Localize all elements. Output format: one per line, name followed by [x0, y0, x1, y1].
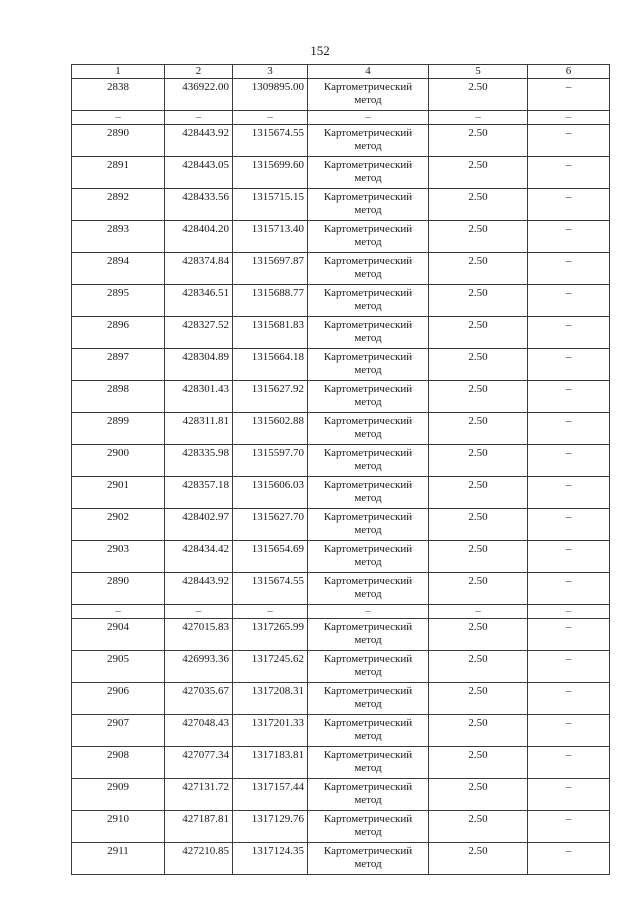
- method-line-2: метод: [354, 858, 382, 870]
- method-cell: [308, 189, 429, 221]
- method-line-2: метод: [354, 396, 382, 408]
- method-line-1: Картометрический: [323, 81, 413, 93]
- note-cell: –: [528, 157, 610, 189]
- table-row: [72, 619, 610, 651]
- note-cell: –: [528, 541, 610, 573]
- x-coordinate-cell: 428443.92: [165, 573, 233, 605]
- method-line-2: метод: [354, 428, 382, 440]
- method-cell: [308, 683, 429, 715]
- y-coordinate-cell: 1315713.40: [233, 221, 308, 253]
- y-coordinate-cell: 1317183.81: [233, 747, 308, 779]
- note-cell: –: [528, 253, 610, 285]
- method-line-2: метод: [354, 172, 382, 184]
- y-coordinate-cell: 1317208.31: [233, 683, 308, 715]
- accuracy-cell: 2.50: [429, 381, 528, 413]
- table-row: [72, 683, 610, 715]
- method-cell: [308, 125, 429, 157]
- method-line-2: метод: [354, 524, 382, 536]
- method-line-1: Картометрический: [323, 685, 413, 697]
- note-cell: –: [528, 381, 610, 413]
- y-coordinate-cell: 1315715.15: [233, 189, 308, 221]
- method-line-1: Картометрический: [323, 447, 413, 459]
- column-header: 1: [72, 65, 165, 79]
- x-coordinate-cell: 427015.83: [165, 619, 233, 651]
- table-row: [72, 253, 610, 285]
- x-coordinate-cell: 428335.98: [165, 445, 233, 477]
- method-cell: [308, 381, 429, 413]
- y-coordinate-cell: 1315606.03: [233, 477, 308, 509]
- method-line-1: Картометрический: [323, 255, 413, 267]
- y-coordinate-cell: 1315654.69: [233, 541, 308, 573]
- skip-mark: –: [429, 605, 528, 619]
- method-line-2: метод: [354, 364, 382, 376]
- method-line-1: Картометрический: [323, 781, 413, 793]
- y-coordinate-cell: 1317201.33: [233, 715, 308, 747]
- method-cell: [308, 541, 429, 573]
- method-line-1: Картометрический: [323, 415, 413, 427]
- accuracy-cell: 2.50: [429, 541, 528, 573]
- y-coordinate-cell: 1315674.55: [233, 125, 308, 157]
- point-number-cell: 2903: [72, 541, 165, 573]
- note-cell: –: [528, 285, 610, 317]
- y-coordinate-cell: 1315597.70: [233, 445, 308, 477]
- y-coordinate-cell: 1317265.99: [233, 619, 308, 651]
- table-row: [72, 349, 610, 381]
- method-line-2: метод: [354, 730, 382, 742]
- x-coordinate-cell: 427048.43: [165, 715, 233, 747]
- point-number-cell: 2910: [72, 811, 165, 843]
- method-line-2: метод: [354, 588, 382, 600]
- method-cell: [308, 573, 429, 605]
- point-number-cell: 2907: [72, 715, 165, 747]
- y-coordinate-cell: 1315699.60: [233, 157, 308, 189]
- accuracy-cell: 2.50: [429, 619, 528, 651]
- accuracy-cell: 2.50: [429, 573, 528, 605]
- note-cell: –: [528, 221, 610, 253]
- table-row: [72, 413, 610, 445]
- method-line-2: метод: [354, 794, 382, 806]
- skip-mark: –: [233, 605, 308, 619]
- x-coordinate-cell: 428434.42: [165, 541, 233, 573]
- method-line-1: Картометрический: [323, 621, 413, 633]
- x-coordinate-cell: 428404.20: [165, 221, 233, 253]
- accuracy-cell: 2.50: [429, 779, 528, 811]
- method-cell: [308, 413, 429, 445]
- note-cell: –: [528, 477, 610, 509]
- skip-mark: –: [72, 605, 165, 619]
- table-row: [72, 221, 610, 253]
- table-row: [72, 541, 610, 573]
- method-cell: [308, 779, 429, 811]
- method-cell: [308, 349, 429, 381]
- method-cell: [308, 317, 429, 349]
- method-cell: [308, 79, 429, 111]
- method-cell: [308, 811, 429, 843]
- method-line-2: метод: [354, 300, 382, 312]
- note-cell: –: [528, 683, 610, 715]
- note-cell: –: [528, 843, 610, 875]
- accuracy-cell: 2.50: [429, 79, 528, 111]
- table-row: [72, 715, 610, 747]
- accuracy-cell: 2.50: [429, 843, 528, 875]
- method-line-2: метод: [354, 236, 382, 248]
- accuracy-cell: 2.50: [429, 715, 528, 747]
- accuracy-cell: 2.50: [429, 445, 528, 477]
- point-number-cell: 2899: [72, 413, 165, 445]
- point-number-cell: 2895: [72, 285, 165, 317]
- method-cell: [308, 651, 429, 683]
- note-cell: –: [528, 619, 610, 651]
- accuracy-cell: 2.50: [429, 157, 528, 189]
- method-line-2: метод: [354, 666, 382, 678]
- method-line-2: метод: [354, 826, 382, 838]
- page-number: 152: [310, 43, 330, 58]
- skip-mark: –: [528, 111, 610, 125]
- skip-mark: –: [308, 111, 429, 125]
- accuracy-cell: 2.50: [429, 125, 528, 157]
- table-row: [72, 509, 610, 541]
- x-coordinate-cell: 428443.92: [165, 125, 233, 157]
- table-row: [72, 779, 610, 811]
- method-cell: [308, 253, 429, 285]
- method-line-1: Картометрический: [323, 127, 413, 139]
- note-cell: –: [528, 349, 610, 381]
- x-coordinate-cell: 427131.72: [165, 779, 233, 811]
- y-coordinate-cell: 1315681.83: [233, 317, 308, 349]
- table-row: [72, 843, 610, 875]
- y-coordinate-cell: 1309895.00: [233, 79, 308, 111]
- method-cell: [308, 509, 429, 541]
- point-number-cell: 2893: [72, 221, 165, 253]
- method-line-1: Картометрический: [323, 351, 413, 363]
- note-cell: –: [528, 811, 610, 843]
- note-cell: –: [528, 779, 610, 811]
- x-coordinate-cell: 428311.81: [165, 413, 233, 445]
- skip-mark: –: [165, 111, 233, 125]
- accuracy-cell: 2.50: [429, 317, 528, 349]
- column-header: 3: [233, 65, 308, 79]
- method-line-1: Картометрический: [323, 575, 413, 587]
- method-line-1: Картометрический: [323, 191, 413, 203]
- y-coordinate-cell: 1315627.70: [233, 509, 308, 541]
- method-line-2: метод: [354, 94, 382, 106]
- table-row: [72, 477, 610, 509]
- y-coordinate-cell: 1315697.87: [233, 253, 308, 285]
- table-row: [72, 381, 610, 413]
- point-number-cell: 2890: [72, 573, 165, 605]
- method-cell: [308, 619, 429, 651]
- accuracy-cell: 2.50: [429, 509, 528, 541]
- method-line-1: Картометрический: [323, 749, 413, 761]
- y-coordinate-cell: 1317157.44: [233, 779, 308, 811]
- method-line-2: метод: [354, 460, 382, 472]
- note-cell: –: [528, 79, 610, 111]
- x-coordinate-cell: 428402.97: [165, 509, 233, 541]
- point-number-cell: 2894: [72, 253, 165, 285]
- method-line-1: Картометрический: [323, 653, 413, 665]
- method-line-2: метод: [354, 332, 382, 344]
- accuracy-cell: 2.50: [429, 683, 528, 715]
- method-cell: [308, 157, 429, 189]
- skip-mark: –: [528, 605, 610, 619]
- table-row: [72, 651, 610, 683]
- column-header: 4: [308, 65, 429, 79]
- x-coordinate-cell: 428301.43: [165, 381, 233, 413]
- x-coordinate-cell: 428327.52: [165, 317, 233, 349]
- table-header-row: [72, 65, 610, 79]
- method-cell: [308, 715, 429, 747]
- table-row: [72, 79, 610, 111]
- column-header: 6: [528, 65, 610, 79]
- x-coordinate-cell: 436922.00: [165, 79, 233, 111]
- method-line-1: Картометрический: [323, 511, 413, 523]
- table-row: [72, 317, 610, 349]
- note-cell: –: [528, 573, 610, 605]
- point-number-cell: 2902: [72, 509, 165, 541]
- x-coordinate-cell: 428304.89: [165, 349, 233, 381]
- method-line-1: Картометрический: [323, 813, 413, 825]
- table-row: [72, 747, 610, 779]
- point-number-cell: 2896: [72, 317, 165, 349]
- x-coordinate-cell: 428346.51: [165, 285, 233, 317]
- x-coordinate-cell: 426993.36: [165, 651, 233, 683]
- method-line-2: метод: [354, 698, 382, 710]
- accuracy-cell: 2.50: [429, 811, 528, 843]
- note-cell: –: [528, 715, 610, 747]
- method-cell: [308, 221, 429, 253]
- method-line-1: Картометрический: [323, 717, 413, 729]
- column-header: 2: [165, 65, 233, 79]
- point-number-cell: 2891: [72, 157, 165, 189]
- skip-mark: –: [165, 605, 233, 619]
- method-line-2: метод: [354, 140, 382, 152]
- table-row: [72, 285, 610, 317]
- method-line-2: метод: [354, 492, 382, 504]
- accuracy-cell: 2.50: [429, 747, 528, 779]
- method-cell: [308, 843, 429, 875]
- point-number-cell: 2909: [72, 779, 165, 811]
- point-number-cell: 2838: [72, 79, 165, 111]
- point-number-cell: 2901: [72, 477, 165, 509]
- accuracy-cell: 2.50: [429, 253, 528, 285]
- method-line-2: метод: [354, 268, 382, 280]
- method-cell: [308, 445, 429, 477]
- skip-mark: –: [429, 111, 528, 125]
- method-line-1: Картометрический: [323, 479, 413, 491]
- column-header: 5: [429, 65, 528, 79]
- y-coordinate-cell: 1315664.18: [233, 349, 308, 381]
- y-coordinate-cell: 1317129.76: [233, 811, 308, 843]
- point-number-cell: 2897: [72, 349, 165, 381]
- method-line-1: Картометрический: [323, 543, 413, 555]
- method-cell: [308, 477, 429, 509]
- method-line-1: Картометрический: [323, 383, 413, 395]
- y-coordinate-cell: 1315602.88: [233, 413, 308, 445]
- method-line-1: Картометрический: [323, 223, 413, 235]
- skip-mark: –: [308, 605, 429, 619]
- accuracy-cell: 2.50: [429, 285, 528, 317]
- table-skip-row: [72, 111, 610, 125]
- x-coordinate-cell: 428433.56: [165, 189, 233, 221]
- y-coordinate-cell: 1315674.55: [233, 573, 308, 605]
- accuracy-cell: 2.50: [429, 221, 528, 253]
- note-cell: –: [528, 509, 610, 541]
- table-row: [72, 811, 610, 843]
- point-number-cell: 2906: [72, 683, 165, 715]
- note-cell: –: [528, 651, 610, 683]
- x-coordinate-cell: 428443.05: [165, 157, 233, 189]
- method-line-2: метод: [354, 762, 382, 774]
- point-number-cell: 2890: [72, 125, 165, 157]
- method-cell: [308, 747, 429, 779]
- note-cell: –: [528, 125, 610, 157]
- method-line-1: Картометрический: [323, 287, 413, 299]
- skip-mark: –: [72, 111, 165, 125]
- method-cell: [308, 285, 429, 317]
- point-number-cell: 2904: [72, 619, 165, 651]
- y-coordinate-cell: 1315688.77: [233, 285, 308, 317]
- point-number-cell: 2908: [72, 747, 165, 779]
- method-line-2: метод: [354, 634, 382, 646]
- method-line-2: метод: [354, 204, 382, 216]
- table-row: [72, 125, 610, 157]
- x-coordinate-cell: 427035.67: [165, 683, 233, 715]
- table-skip-row: [72, 605, 610, 619]
- method-line-1: Картометрический: [323, 159, 413, 171]
- x-coordinate-cell: 428357.18: [165, 477, 233, 509]
- table-row: [72, 445, 610, 477]
- accuracy-cell: 2.50: [429, 349, 528, 381]
- y-coordinate-cell: 1317124.35: [233, 843, 308, 875]
- note-cell: –: [528, 747, 610, 779]
- table-row: [72, 157, 610, 189]
- x-coordinate-cell: 427187.81: [165, 811, 233, 843]
- method-line-2: метод: [354, 556, 382, 568]
- x-coordinate-cell: 427077.34: [165, 747, 233, 779]
- point-number-cell: 2900: [72, 445, 165, 477]
- y-coordinate-cell: 1317245.62: [233, 651, 308, 683]
- note-cell: –: [528, 189, 610, 221]
- point-number-cell: 2892: [72, 189, 165, 221]
- x-coordinate-cell: 428374.84: [165, 253, 233, 285]
- y-coordinate-cell: 1315627.92: [233, 381, 308, 413]
- coordinates-table: [71, 64, 610, 875]
- method-line-1: Картометрический: [323, 845, 413, 857]
- x-coordinate-cell: 427210.85: [165, 843, 233, 875]
- accuracy-cell: 2.50: [429, 189, 528, 221]
- point-number-cell: 2911: [72, 843, 165, 875]
- note-cell: –: [528, 445, 610, 477]
- table-row: [72, 189, 610, 221]
- accuracy-cell: 2.50: [429, 651, 528, 683]
- point-number-cell: 2905: [72, 651, 165, 683]
- accuracy-cell: 2.50: [429, 477, 528, 509]
- table-body: [72, 65, 610, 875]
- note-cell: –: [528, 317, 610, 349]
- method-line-1: Картометрический: [323, 319, 413, 331]
- table-row: [72, 573, 610, 605]
- point-number-cell: 2898: [72, 381, 165, 413]
- note-cell: –: [528, 413, 610, 445]
- accuracy-cell: 2.50: [429, 413, 528, 445]
- skip-mark: –: [233, 111, 308, 125]
